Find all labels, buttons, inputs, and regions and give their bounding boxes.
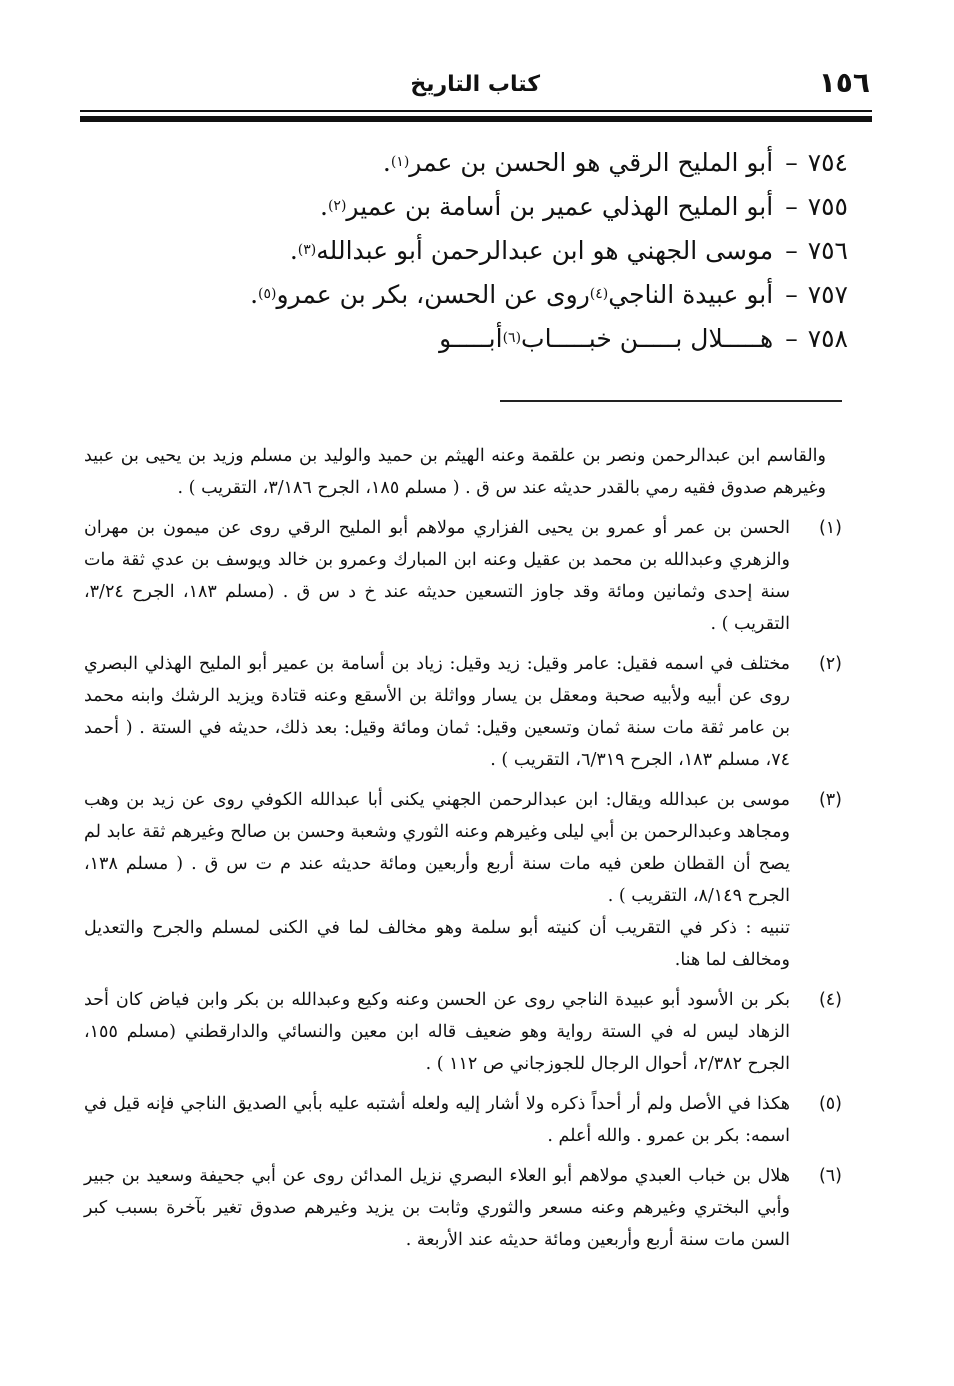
footnote-text: بكر بن الأسود أبو عبيدة الناجي روى عن الحسن وعنه وكيع وعبدالله بن بكر وابن فياض كان أحد الزهاد ليس له في الستة رواية وهو ضعيف قاله ابن معين والنسائي والدارقطني (مسلم ١٥٥، الجرح ٢/٣٨٢، أحوال الرجال للجوزجاني ص ١١٢ ) .: [84, 990, 790, 1074]
entry-number: ٧٥٤: [807, 147, 848, 177]
footnote-5: [84, 1088, 842, 1152]
footnote-number: (٣): [818, 790, 842, 810]
footnote-number: (٢): [818, 654, 842, 674]
page-number: ١٥٦: [818, 66, 870, 99]
page-header: [80, 66, 870, 108]
entry-number: ٧٥٦: [807, 235, 848, 265]
entry-text: هـــــلال بـــــن خبـــــاب: [521, 323, 774, 353]
entry-end: .: [382, 147, 391, 177]
footnote-2: [84, 648, 842, 776]
entry-number: ٧٥٥: [807, 191, 848, 221]
footnote-note: تنبيه : ذكر في التقريب أن كنيته أبو سلمة وهو مخالف لما في الكنى لمسلم والجرح والتعديل ومخالف لما هنا.: [84, 918, 790, 970]
footnote-text: هلال بن خباب العبدي مولاهم أبو العلاء البصري نزيل المدائن روى عن أبي جحيفة وسعيد بن جبير وأبي البختري وغيرهم وعنه مسعر والثوري وثابت بن يزيد وغيرهم صدوق تغير بآخرة بسبب كبر السن مات سنة أربع وأربعين ومائة حديثه عند الأربعة .: [84, 1166, 790, 1250]
footnote-6: [84, 1160, 842, 1256]
entry-end: .: [289, 235, 298, 265]
book-title: كتاب التاريخ: [410, 72, 540, 97]
entry-755: ٧٥٥ – أبو المليح الهذلي عمير بن أسامة بن عمير (٢) .: [319, 191, 848, 221]
footnote-text: هكذا في الأصل ولم أر أحداً ذكره ولا أشار إليه ولعله أشتبه عليه بأبي الصديق الناجي فإنه قيل في اسمه: بكر بن عمرو . والله أعلم .: [84, 1094, 790, 1146]
entry-text: موسى الجهني هو ابن عبدالرحمن أبو عبدالله: [316, 235, 774, 265]
footnote-text: موسى بن عبدالله ويقال: ابن عبدالرحمن الجهني يكنى أبا عبدالله الكوفي روى عن زيد بن وهب ومجاهد وعبدالرحمن بن أبي ليلى وغيرهم وعنه الثوري وشعبة وحسن بن صالح وغيرهم ثقة عابد لم يصح أن القطان طعن فيه مات سنة أربع وأربعين ومائة حديثه عند م ت س ق . ( مسلم ١٣٨، الجرح ٨/١٤٩، التقريب ) .: [84, 790, 790, 906]
entry-end: روى عن الحسن، بكر بن عمرو: [276, 279, 590, 309]
entry-text: أبو عبيدة الناجي: [608, 279, 774, 309]
header-rule-thick: [80, 116, 872, 122]
entry-757: ٧٥٧ – أبو عبيدة الناجي (٤) روى عن الحسن، بكر بن عمرو (٥) .: [250, 279, 848, 309]
footnote-number: (٦): [818, 1166, 842, 1186]
entry-758: ٧٥٨ – هـــــلال بـــــن خبـــــاب (٦) أبـــــو: [439, 323, 848, 353]
footnote-number: (٤): [818, 990, 842, 1010]
footnote-continuation: [84, 440, 842, 504]
footnote-3: [84, 784, 842, 976]
entry-end: .: [250, 279, 259, 309]
footnote-separator: [500, 400, 842, 402]
footnote-4: [84, 984, 842, 1080]
entry-end: .: [319, 191, 328, 221]
footnote-text: الحسن بن عمر أو عمرو بن يحيى الفزاري مولاهم أبو المليح الرقي روى عن ميمون بن مهران والزهري وعبدالله بن محمد بن عقيل وعنه ابن المبارك وعمرو بن خالد ويوسف بن عدي ثقة مات سنة إحدى وثمانين ومائة وقد جاوز التسعين حديثه عند خ د س ق . (مسلم ١٨٣، الجرح ٣/٢٤، التقريب ) .: [84, 518, 790, 634]
entry-text: أبو المليح الرقي هو الحسن بن عمر: [409, 147, 774, 177]
footnote-text: والقاسم ابن عبدالرحمن ونصر بن علقمة وعنه الهيثم بن حميد والوليد بن مسلم وزيد بن يحيى بن عبيد وغيرهم صدوق فقيه رمي بالقدر حديثه عند س ق . ( مسلم ١٨٥، الجرح ٣/١٨٦، التقريب ) .: [84, 446, 826, 498]
entry-number: ٧٥٧: [807, 279, 848, 309]
entry-number: ٧٥٨: [807, 323, 848, 353]
footnotes: [84, 440, 842, 1264]
footnote-number: (٥): [818, 1094, 842, 1114]
footnote-1: [84, 512, 842, 640]
header-rule-thin: [80, 110, 872, 112]
entry-754: ٧٥٤ – أبو المليح الرقي هو الحسن بن عمر (١) .: [382, 147, 848, 177]
entry-end: أبـــــو: [439, 323, 503, 353]
footnote-text: مختلف في اسمه فقيل: عامر وقيل: زيد وقيل: زياد بن أسامة بن عمير أبو المليح الهذلي البصري روى عن أبيه ولأبيه صحبة ومعقل بن يسار وواثلة بن الأسقع وعنه قتادة ويزيد الرشك وابنه محمد بن عامر ثقة مات سنة ثمان وتسعين وقيل: ثمان ومائة وقيل: بعد ذلك، حديثه في الستة . ( أحمد ٧٤، مسلم ١٨٣، الجرح ٦/٣١٩، التقريب ) .: [84, 654, 790, 770]
entry-text: أبو المليح الهذلي عمير بن أسامة بن عمير: [346, 191, 774, 221]
footnote-number: (١): [818, 518, 842, 538]
entries-list: [80, 140, 848, 360]
entry-756: ٧٥٦ – موسى الجهني هو ابن عبدالرحمن أبو عبدالله (٣) .: [289, 235, 848, 265]
